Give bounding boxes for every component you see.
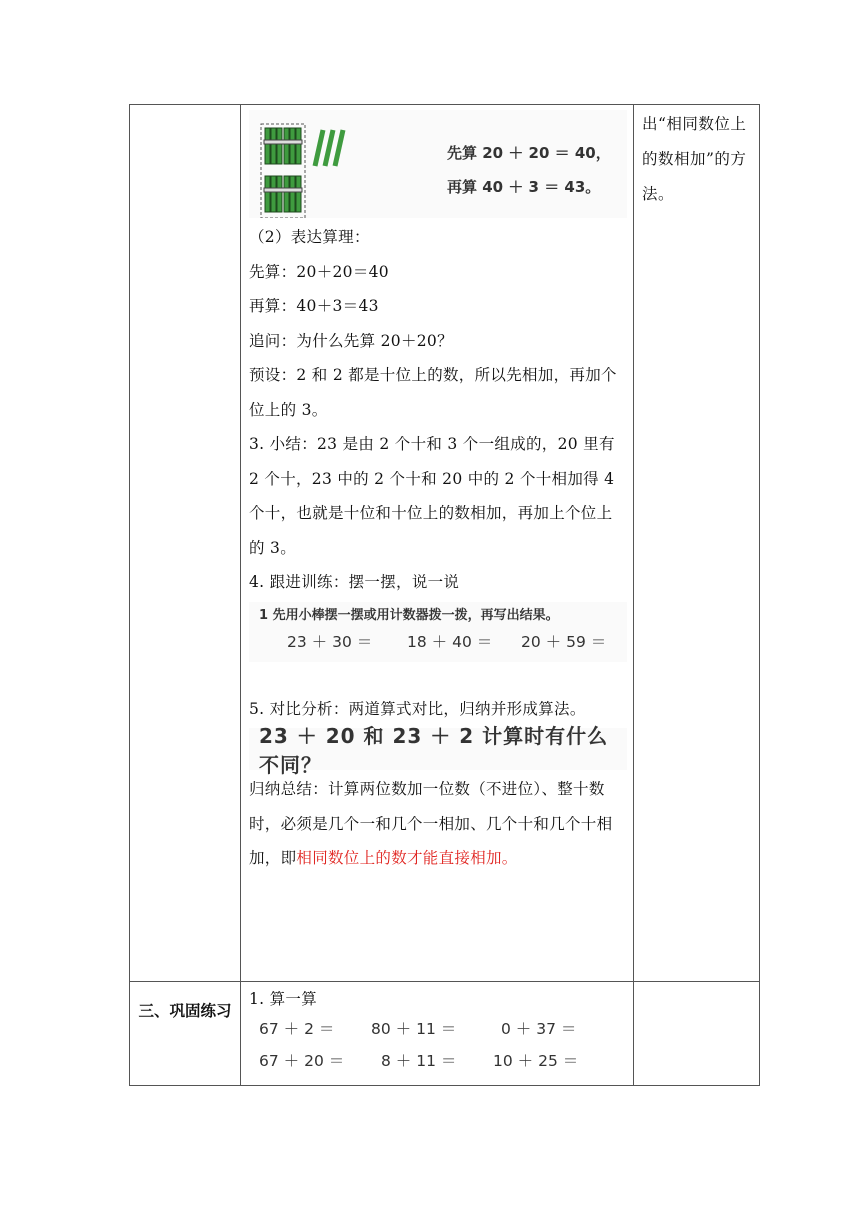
summary-paragraph: 3. 小结：23 是由 2 个十和 3 个一组成的，20 里有 2 个十，23 中的 2 个十和 20 中的 2 个十相加得 4 个十，也就是十位和十位上的数相加，再加上个位上的 3。: [249, 435, 615, 557]
bundle-top: [264, 128, 302, 164]
calc-image: [249, 1013, 627, 1075]
compare-question-image: [249, 724, 627, 777]
bundle-sticks-image: [249, 110, 627, 218]
table-row: [130, 982, 760, 1086]
exercise-item: 23 ＋ 30 ＝: [287, 632, 373, 651]
calc-item: 10 ＋ 25 ＝: [493, 1052, 579, 1070]
then-step: 再算：40＋3＝43: [249, 297, 379, 315]
express-title: （2）表达算理：: [249, 228, 370, 246]
first-step: 先算：20＋20＝40: [249, 262, 389, 281]
conclusion-text: 归纳总结：计算两位数加一位数（不进位）、整十数时，必须是几个一和几个一相加、几个十和几个十相加，即: [249, 780, 613, 867]
compare-title: 5. 对比分析：两道算式对比，归纳并形成算法。: [249, 699, 586, 718]
exercise-title: 1. 算一算: [249, 990, 318, 1008]
conclusion-highlight: 相同数位上的数才能直接相加。: [296, 849, 518, 867]
preset-answer: 预设：2 和 2 都是十位上的数，所以先相加，再加个位上的 3。: [249, 366, 617, 419]
bundle-first-step: 先算 20 ＋ 20 ＝ 40，: [447, 144, 611, 162]
bundle-bottom: [264, 176, 302, 212]
section-label: 三、巩固练习: [138, 1002, 232, 1020]
practice-title: 4. 跟进训练：摆一摆，说一说: [249, 573, 460, 591]
note-cell: [634, 105, 760, 982]
calc-item: 80 ＋ 11 ＝: [371, 1020, 457, 1038]
follow-up-question: 追问：为什么先算 20＋20？: [249, 331, 453, 350]
content-cell: [241, 105, 634, 982]
calc-item: 0 ＋ 37 ＝: [501, 1020, 577, 1038]
exercise-instruction: 1 先用小棒摆一摆或用计数器拨一拨，再写出结果。: [259, 607, 559, 623]
exercise-image: [249, 602, 627, 662]
stick-bundles-graphic: [257, 118, 457, 218]
section-label-cell: [130, 982, 241, 1086]
compare-question: 23 ＋ 20 和 23 ＋ 2 计算时有什么不同？: [259, 724, 609, 777]
table-row: [130, 105, 760, 982]
exercise-cell: [241, 982, 634, 1086]
calc-item: 67 ＋ 2 ＝: [259, 1020, 335, 1038]
calc-item: 8 ＋ 11 ＝: [381, 1052, 457, 1070]
calc-item: 67 ＋ 20 ＝: [259, 1052, 345, 1070]
exercise-item: 20 ＋ 59 ＝: [521, 632, 607, 651]
stage-cell: [130, 105, 241, 982]
method-note: 出“相同数位上的数相加”的方法。: [642, 115, 747, 203]
empty-note-cell: [634, 982, 760, 1086]
loose-sticks: [315, 130, 343, 166]
lesson-table: [129, 104, 760, 1086]
bundle-second-step: 再算 40 ＋ 3 ＝ 43。: [447, 178, 601, 196]
conclusion-paragraph: [249, 772, 627, 876]
exercise-item: 18 ＋ 40 ＝: [407, 632, 493, 651]
